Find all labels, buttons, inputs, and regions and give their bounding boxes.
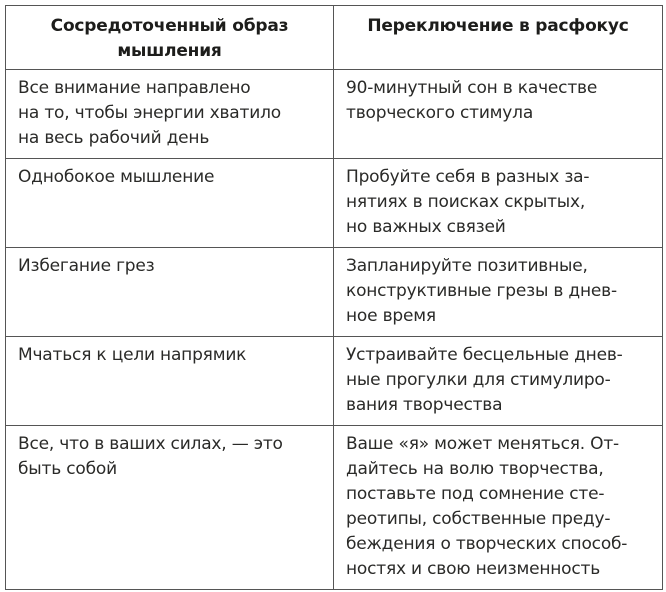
cell-focused: Однобокое мышление: [6, 159, 334, 248]
header-diffuse-mode: Переключение в расфокус: [334, 6, 663, 70]
header-focused-mode: Сосредоточенный образ мышления: [6, 6, 334, 70]
table-row: [6, 248, 663, 337]
table-row: [6, 70, 663, 159]
cell-focused: Все, что в ваших силах, — это быть собой: [6, 426, 334, 590]
cell-diffuse: Устраивайте бесцельные днев- ные прогулки для стимулиро- вания творчества: [334, 337, 663, 426]
comparison-table: [5, 5, 663, 590]
cell-focused: Избегание грез: [6, 248, 334, 337]
cell-diffuse: Запланируйте позитивные, конструктивные грезы в днев- ное время: [334, 248, 663, 337]
cell-diffuse: 90-минутный сон в качестве творческого стимула: [334, 70, 663, 159]
cell-focused: Все внимание направлено на то, чтобы энергии хватило на весь рабочий день: [6, 70, 334, 159]
cell-focused: Мчаться к цели напрямик: [6, 337, 334, 426]
table-row: [6, 159, 663, 248]
header-row: [6, 6, 663, 70]
table-row: [6, 337, 663, 426]
cell-diffuse: Ваше «я» может меняться. От- дайтесь на волю творчества, поставьте под сомнение сте- реотипы, собственные преду- беждения о творческих способ- ностях и свою неизменность: [334, 426, 663, 590]
table-row: [6, 426, 663, 590]
cell-diffuse: Пробуйте себя в разных за- нятиях в поисках скрытых, но важных связей: [334, 159, 663, 248]
